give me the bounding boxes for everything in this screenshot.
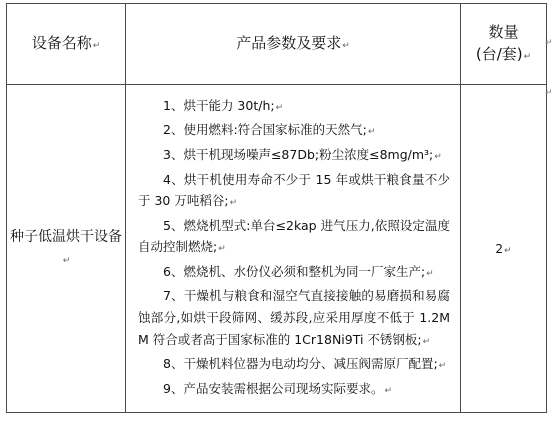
header-equipment-name-text: 设备名称 [31, 33, 92, 52]
quantity-cell [461, 85, 547, 413]
equipment-name-cell [7, 85, 126, 413]
spec-item: 2、使用燃料:符合国家标准的天然气;↵ [163, 122, 376, 138]
paragraph-mark: ↵ [62, 255, 71, 266]
table-row [7, 85, 547, 413]
spec-list-cell [126, 85, 461, 413]
header-equipment-name [7, 4, 126, 85]
header-quantity-unit: (台/套) [475, 44, 523, 63]
spec-item: 6、燃烧机、水份仪必须和整机为同一厂家生产;↵ [163, 263, 434, 279]
spec-item: 4、烘干机使用寿命不少于 15 年或烘干粮食量不少于 30 万吨稻谷;↵ [138, 171, 450, 209]
paragraph-mark: ↵ [342, 40, 350, 51]
row-end-mark: ↵ [545, 38, 553, 48]
paragraph-mark: ↵ [523, 51, 532, 62]
spec-item: 3、烘干机现场噪声≤87Db;粉尘浓度≤8mg/m³;↵ [163, 146, 442, 162]
header-product-spec-text: 产品参数及要求 [236, 33, 342, 52]
table-header-row [7, 4, 547, 85]
spec-item: 9、产品安装需根据公司现场实际要求。↵ [163, 380, 393, 396]
header-quantity [461, 4, 547, 85]
header-product-spec [126, 4, 461, 85]
spec-item: 5、燃烧机型式:单台≤2kap 进气压力,依照设定温度自动控制燃烧;↵ [138, 217, 450, 255]
equipment-spec-table [6, 3, 547, 413]
spec-item: 1、烘干能力 30t/h;↵ [163, 97, 284, 113]
header-quantity-line1: 数量 [488, 22, 519, 41]
paragraph-mark: ↵ [504, 245, 512, 256]
equipment-name: 种子低温烘干设备 [10, 228, 122, 245]
quantity-value: 2 [495, 241, 504, 256]
spec-item: 8、干燥机料位器为电动均分、减压阀需原厂配置;↵ [163, 356, 447, 372]
paragraph-mark: ↵ [92, 40, 101, 51]
spec-item: 7、干燥机与粮食和湿空气直接接触的易磨损和易腐蚀部分,如烘干段筛网、缓苏段,应采用厚度不低于 1.2MM 符合或者高于国家标准的 1Cr18Ni9Ti 不锈钢板;↵ [138, 288, 450, 347]
row-end-mark: ↵ [545, 88, 553, 98]
header-quantity-line2 [461, 43, 546, 68]
